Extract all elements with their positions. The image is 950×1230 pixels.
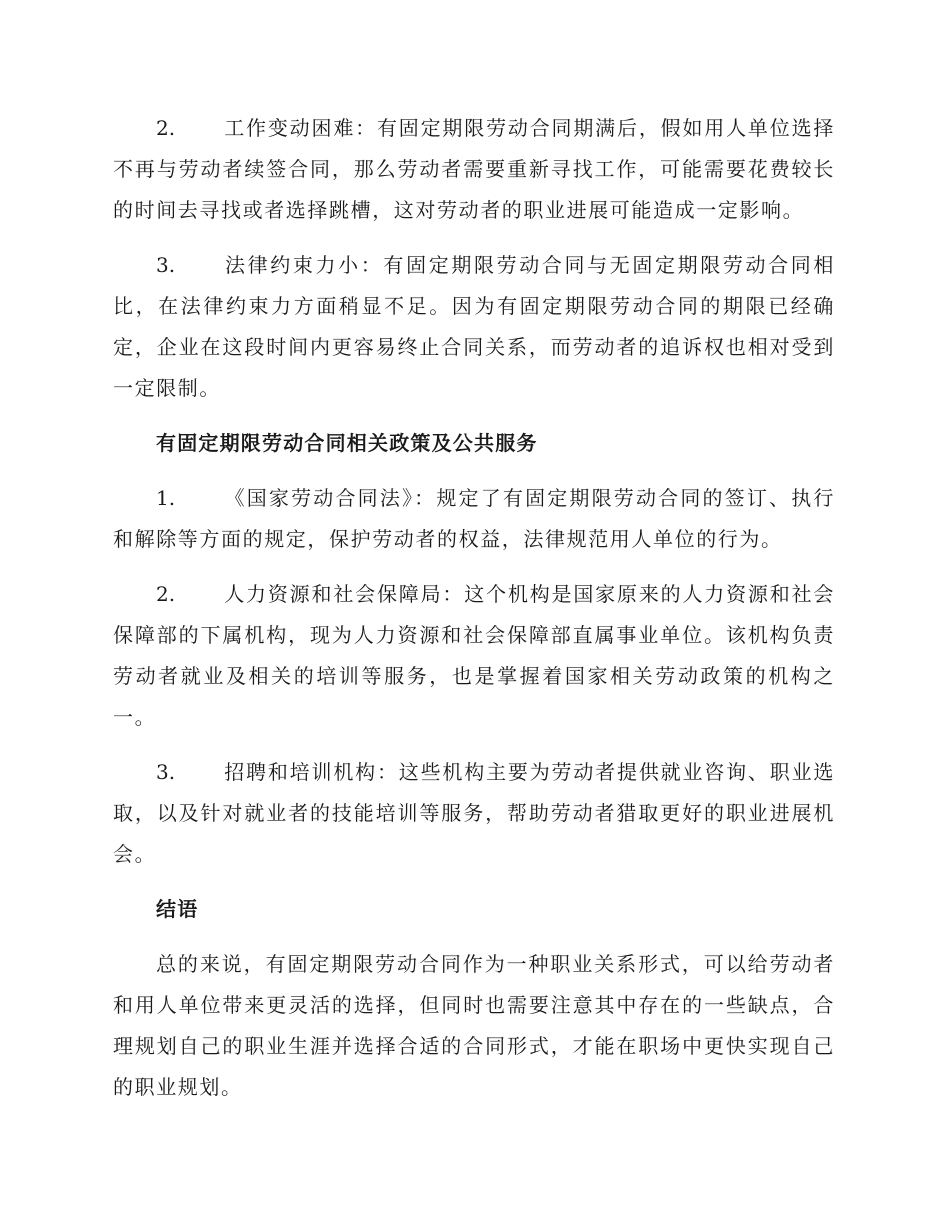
list-number: 1.: [156, 486, 176, 510]
list-number: 2.: [156, 116, 176, 140]
list-item-text: 工作变动困难：有固定期限劳动合同期满后，假如用人单位选择不再与劳动者续签合同，那么劳动者需要重新寻找工作，可能需要花费较长的时间去寻找或者选择跳槽，这对劳动者的职业进展可能造成一定影响。: [113, 116, 835, 222]
list-item-text: 人力资源和社会保障局：这个机构是国家原来的人力资源和社会保障部的下属机构，现为人力资源和社会保障部直属事业单位。该机构负责劳动者就业及相关的培训等服务，也是掌握着国家相关劳动政策的机构之一。: [113, 582, 835, 729]
list-item-disadvantage-3: [113, 245, 835, 409]
list-number: 2.: [156, 582, 176, 606]
list-item-text: 招聘和培训机构：这些机构主要为劳动者提供就业咨询、职业选取，以及针对就业者的技能培训等服务，帮助劳动者猎取更好的职业进展机会。: [113, 760, 835, 866]
list-item-text: 《国家劳动合同法》：规定了有固定期限劳动合同的签订、执行和解除等方面的规定，保护劳动者的权益，法律规范用人单位的行为。: [113, 486, 835, 551]
list-item-policy-1: [113, 478, 835, 560]
list-item-text: 法律约束力小：有固定期限劳动合同与无固定期限劳动合同相比，在法律约束力方面稍显不足。因为有固定期限劳动合同的期限已经确定，企业在这段时间内更容易终止合同关系，而劳动者的追诉权也相对受到一定限制。: [113, 253, 835, 400]
list-number: 3.: [156, 760, 176, 784]
document-body: [113, 108, 835, 1122]
list-number: 3.: [156, 253, 176, 277]
list-item-disadvantage-2: [113, 108, 835, 231]
list-item-policy-2: [113, 574, 835, 738]
list-item-policy-3: [113, 752, 835, 875]
conclusion-paragraph: 总的来说，有固定期限劳动合同作为一种职业关系形式，可以给劳动者和用人单位带来更灵活的选择，但同时也需要注意其中存在的一些缺点，合理规划自己的职业生涯并选择合适的合同形式，才能在职场中更快实现自己的职业规划。: [113, 952, 835, 1099]
section-heading-conclusion: 结语: [156, 897, 199, 921]
section-heading-policies: 有固定期限劳动合同相关政策及公共服务: [156, 431, 538, 455]
